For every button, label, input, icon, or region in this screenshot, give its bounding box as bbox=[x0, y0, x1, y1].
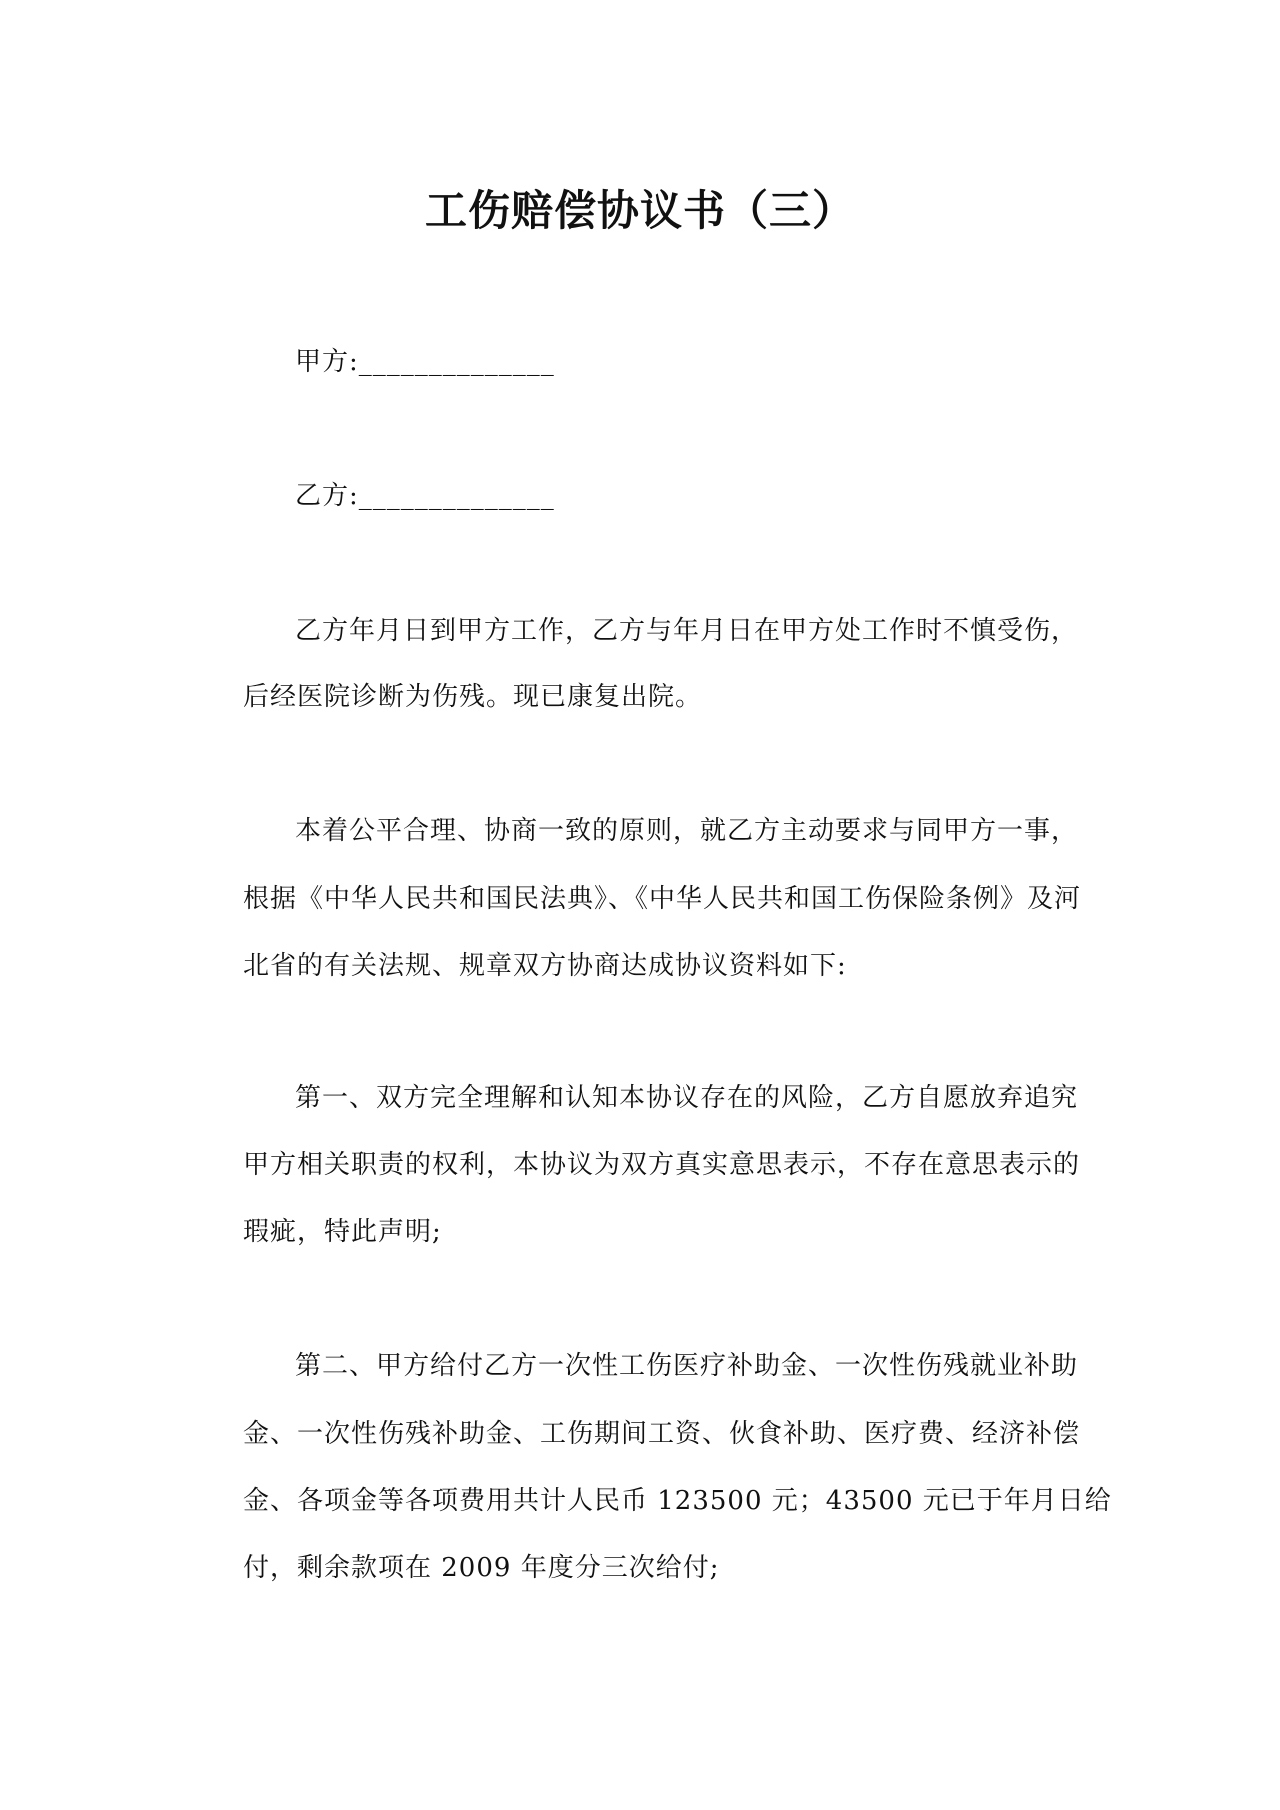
document-title: 工伤赔偿协议书（三） bbox=[424, 186, 855, 235]
party-a-field: 甲方:______________ bbox=[295, 347, 555, 377]
clause-2-line: 付，剩余款项在 2009 年度分三次给付; bbox=[243, 1553, 720, 1583]
paragraph-1-line: 后经医院诊断为伤残。现已康复出院。 bbox=[243, 682, 703, 712]
party-b-field: 乙方:______________ bbox=[295, 481, 555, 511]
clause-2-line: 金、一次性伤残补助金、工伤期间工资、伙食补助、医疗费、经济补偿 bbox=[243, 1419, 1081, 1449]
clause-1-line: 第一、双方完全理解和认知本协议存在的风险，乙方自愿放弃追究 bbox=[295, 1083, 1079, 1113]
clause-2-line: 金、各项金等各项费用共计人民币 123500 元；43500 元已于年月日给 bbox=[243, 1486, 1112, 1516]
paragraph-1-line: 乙方年月日到甲方工作，乙方与年月日在甲方处工作时不慎受伤， bbox=[295, 616, 1079, 646]
clause-1-line: 甲方相关职责的权利，本协议为双方真实意思表示，不存在意思表示的 bbox=[243, 1150, 1081, 1180]
clause-2-line: 第二、甲方给付乙方一次性工伤医疗补助金、一次性伤残就业补助 bbox=[295, 1351, 1079, 1381]
clause-1-line: 瑕疵，特此声明; bbox=[243, 1217, 442, 1247]
paragraph-2-line: 本着公平合理、协商一致的原则，就乙方主动要求与同甲方一事， bbox=[295, 816, 1079, 846]
paragraph-2-line: 北省的有关法规、规章双方协商达成协议资料如下: bbox=[243, 951, 847, 981]
paragraph-2-line: 根据《中华人民共和国民法典》、《中华人民共和国工伤保险条例》及河 bbox=[243, 884, 1082, 914]
